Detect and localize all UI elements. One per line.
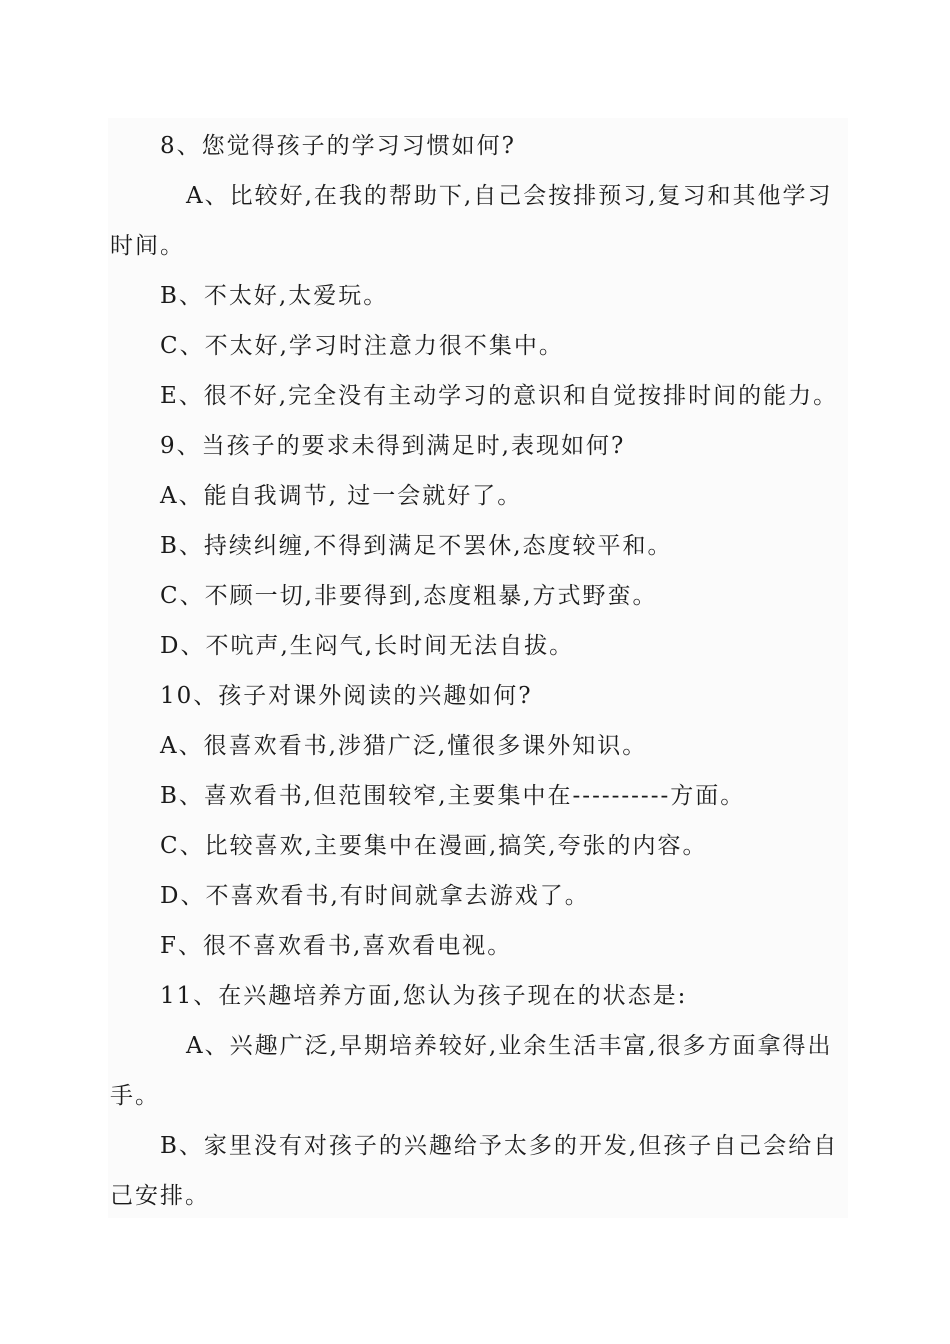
question-10-option-b: B、喜欢看书,但范围较窄,主要集中在----------方面。 — [160, 783, 746, 809]
question-11-option-b: B、家里没有对孩子的兴趣给予太多的开发,但孩子自己会给自 — [160, 1133, 839, 1159]
question-9-option-a: A、能自我调节, 过一会就好了。 — [160, 483, 523, 509]
question-11-option-a-cont: 手。 — [110, 1083, 160, 1109]
question-9-option-b: B、持续纠缠,不得到满足不罢休,态度较平和。 — [160, 533, 673, 559]
question-10-option-d: D、不喜欢看书,有时间就拿去游戏了。 — [160, 883, 590, 909]
question-11-option-a: A、兴趣广泛,早期培养较好,业余生活丰富,很多方面拿得出 — [186, 1033, 833, 1059]
document-page — [108, 118, 848, 1218]
question-8-option-a: A、比较好,在我的帮助下,自己会按排预习,复习和其他学习 — [186, 183, 833, 209]
question-10-option-c: C、比较喜欢,主要集中在漫画,搞笑,夸张的内容。 — [160, 833, 708, 859]
question-8-option-a-cont: 时间。 — [110, 233, 185, 259]
question-9-option-d: D、不吭声,生闷气,长时间无法自拔。 — [160, 633, 575, 659]
question-8-option-c: C、不太好,学习时注意力很不集中。 — [160, 333, 564, 359]
question-8-option-b: B、不太好,太爱玩。 — [160, 283, 389, 309]
question-9-option-c: C、不顾一切,非要得到,态度粗暴,方式野蛮。 — [160, 583, 658, 609]
question-8-title: 8、您觉得孩子的学习习惯如何? — [160, 133, 516, 159]
question-11-option-b-cont: 己安排。 — [110, 1183, 210, 1209]
question-9-title: 9、当孩子的要求未得到满足时,表现如何? — [160, 433, 626, 459]
question-10-option-f: F、很不喜欢看书,喜欢看电视。 — [160, 933, 513, 959]
question-10-title: 10、孩子对课外阅读的兴趣如何? — [160, 683, 533, 709]
question-11-title: 11、在兴趣培养方面,您认为孩子现在的状态是: — [160, 983, 688, 1009]
question-8-option-e: E、很不好,完全没有主动学习的意识和自觉按排时间的能力。 — [160, 383, 839, 409]
question-10-option-a: A、很喜欢看书,涉猎广泛,懂很多课外知识。 — [160, 733, 648, 759]
